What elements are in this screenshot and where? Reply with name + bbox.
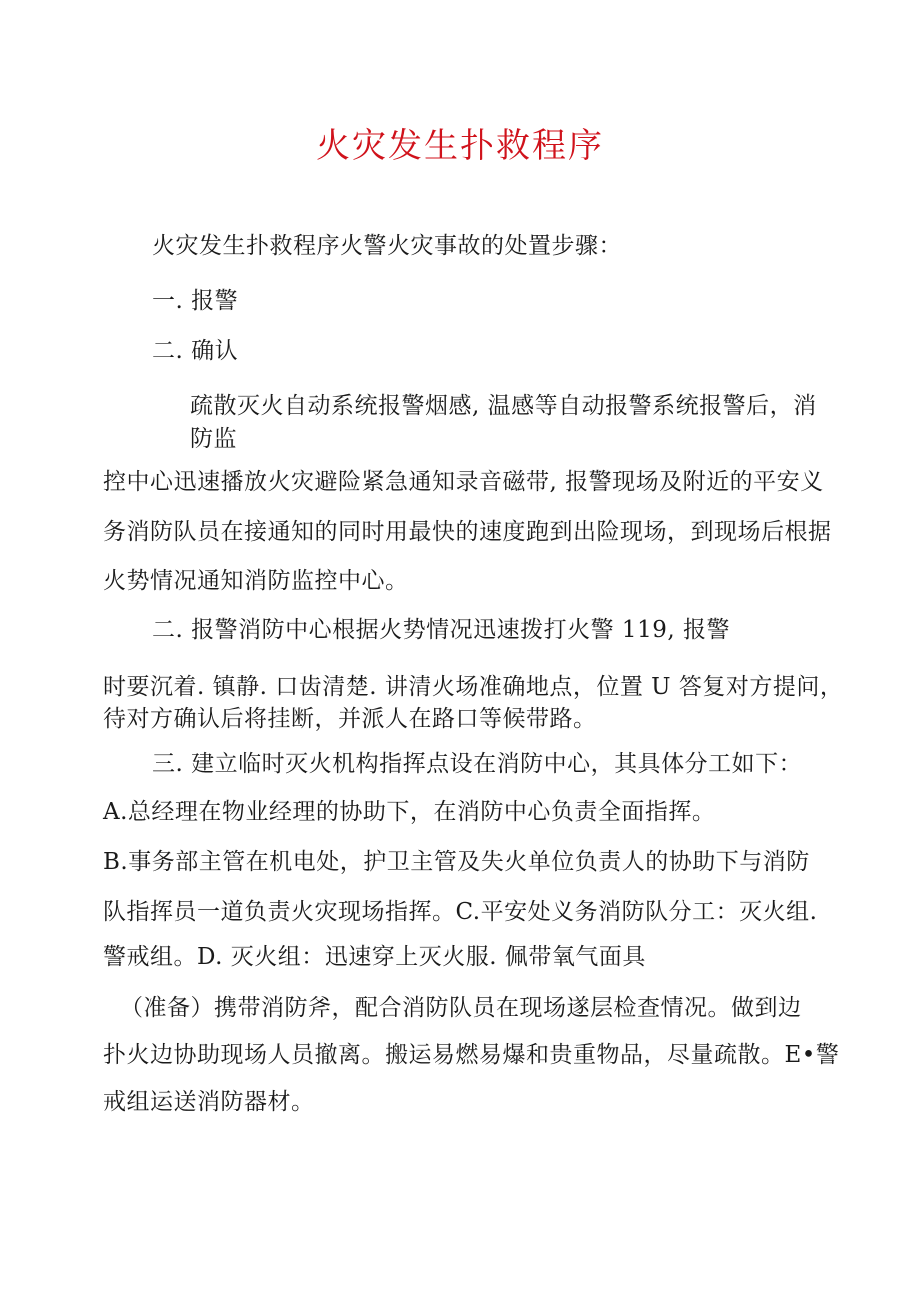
paragraph-line: 务消防队员在接通知的同时用最快的速度跑到出险现场，到现场后根据: [103, 519, 832, 545]
intro-line: 火灾发生扑救程序火警火灾事故的处置步骤：: [152, 233, 622, 259]
paragraph-line: 待对方确认后将挂断，并派人在路口等候带路。: [103, 706, 597, 732]
paragraph-line: 扑火边协助现场人员撤离。搬运易燃易爆和贵重物品，尽量疏散。E•警: [103, 1042, 840, 1068]
paragraph-line: 三. 建立临时灭火机构指挥点设在消防中心，其具体分工如下：: [152, 751, 803, 777]
paragraph-line: 戒组运送消防器材。: [103, 1089, 315, 1115]
paragraph-line: 时要沉着. 镇静. 口齿清楚. 讲清火场准确地点，位置 U 答复对方提问，: [103, 674, 844, 700]
paragraph-line: 队指挥员一道负责火灾现场指挥。C.平安处义务消防队分工：灭火组.: [103, 899, 818, 925]
paragraph-line: 控中心迅速播放火灾避险紧急通知录音磁带, 报警现场及附近的平安义: [103, 469, 824, 495]
document-title: 火灾发生扑救程序: [316, 126, 604, 166]
paragraph-line: 防监: [190, 426, 237, 452]
paragraph-line: 警戒组。D. 灭火组：迅速穿上灭火服. 佩带氧气面具: [103, 944, 646, 970]
paragraph-line: A.总经理在物业经理的协助下，在消防中心负责全面指挥。: [103, 799, 716, 825]
paragraph-line: 火势情况通知消防监控中心。: [103, 568, 409, 594]
paragraph-line: B.事务部主管在机电处，护卫主管及失火单位负责人的协助下与消防: [103, 849, 810, 875]
paragraph-line: 二. 报警消防中心根据火势情况迅速拨打火警 119, 报警: [152, 617, 730, 643]
step-confirm: 二. 确认: [152, 338, 239, 364]
paragraph-line: 疏散灭火自动系统报警烟感, 温感等自动报警系统报警后，消: [190, 393, 817, 419]
paragraph-line: （准备）携带消防斧，配合消防队员在现场遂层检查情况。做到边: [120, 995, 802, 1021]
step-alarm: 一. 报警: [152, 288, 239, 314]
